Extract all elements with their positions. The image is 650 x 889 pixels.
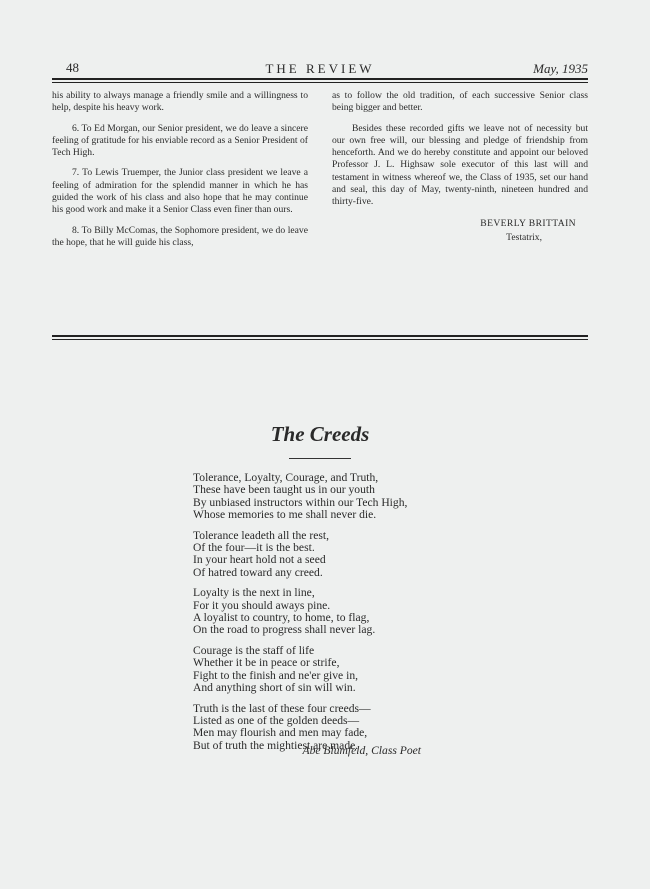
poem-line: Tolerance leadeth all the rest, (193, 528, 329, 542)
right-paragraph-1: as to follow the old tradition, of each successive Senior class being bigger and better. (332, 90, 588, 114)
poem-stanza (193, 587, 493, 637)
poem-line: These have been taught us in our youth (193, 483, 375, 497)
section-rule-thick (52, 335, 588, 337)
poem-line: By unbiased instructors within our Tech High, (193, 495, 408, 509)
left-paragraph-4: 8. To Billy McComas, the Sophomore president, we do leave the hope, that he will guide his class, (52, 224, 308, 248)
page-number: 48 (66, 60, 79, 75)
poem-line: Listed as one of the golden deeds— (193, 713, 360, 727)
running-header (52, 60, 588, 80)
left-paragraph-1: his ability to always manage a friendly smile and a willingness to help, despite his heavy work. (52, 90, 308, 114)
poem-line: Courage is the staff of life (193, 643, 315, 657)
poem-line: Whether it be in peace or strife, (193, 656, 340, 670)
poem-line: For it you should aways pine. (193, 598, 331, 612)
poem-line: Tolerance, Loyalty, Courage, and Truth, (193, 471, 379, 484)
title-underline (289, 458, 351, 459)
journal-title: THE REVIEW (265, 61, 375, 76)
poem-line: And anything short of sin will win. (193, 681, 356, 695)
poem-line: Men may flourish and men may fade, (193, 726, 368, 740)
poem-line: Loyalty is the next in line, (193, 586, 315, 600)
poem-line: But of truth the mightiest are made. (193, 738, 359, 752)
poem-line: On the road to progress shall never lag. (193, 623, 376, 637)
right-paragraph-2: Besides these recorded gifts we leave not of necessity but our own free will, our blessing and pledge of friendship from henceforth. And we do hereby constitute and appoint our beloved Professor J. L. Highsaw sole executor of this last will and testament in witness whereof we, the Class of 1935, set our hand and seal, this day of May, twenty-ninth, nineteen hundred and thirty-five. (332, 122, 588, 208)
signer-role: Testatrix, (506, 231, 542, 243)
poem-line: Of the four—it is the best. (193, 541, 315, 555)
issue-date: May, 1935 (533, 61, 588, 76)
header-rule-thick (52, 78, 588, 80)
poem-line: Whose memories to me shall never die. (193, 508, 377, 522)
signer-name: BEVERLY BRITTAIN (480, 217, 576, 229)
poem-line: Of hatred toward any creed. (193, 565, 323, 579)
poem-stanza (193, 530, 493, 580)
poem-stanza (193, 472, 493, 522)
poem-line: Fight to the finish and ne'er give in, (193, 668, 359, 682)
left-column (52, 90, 308, 257)
poem-line: A loyalist to country, to home, to flag, (193, 611, 370, 625)
poem-title: The Creeds (270, 422, 370, 446)
poem-attribution: Abe Blumfeld, Class Poet (302, 744, 421, 757)
poem-stanza (193, 645, 493, 695)
section-rule-thin (52, 339, 588, 340)
left-paragraph-3: 7. To Lewis Truemper, the Junior class president we leave a feeling of admiration for the splendid manner in which he has guided the work of his class and also hope that he may continue his good work and make it a Senior Class even finer than ours. (52, 167, 308, 216)
right-column (332, 90, 588, 245)
signature-block (332, 217, 588, 245)
header-rule-thin (52, 82, 588, 83)
left-paragraph-2: 6. To Ed Morgan, our Senior president, we do leave a sincere feeling of gratitude for his enviable record as a Senior President of Tech High. (52, 122, 308, 159)
poem-line: In your heart hold not a seed (193, 553, 326, 567)
poem-line: Truth is the last of these four creeds— (193, 701, 371, 715)
poem-body (193, 472, 493, 760)
